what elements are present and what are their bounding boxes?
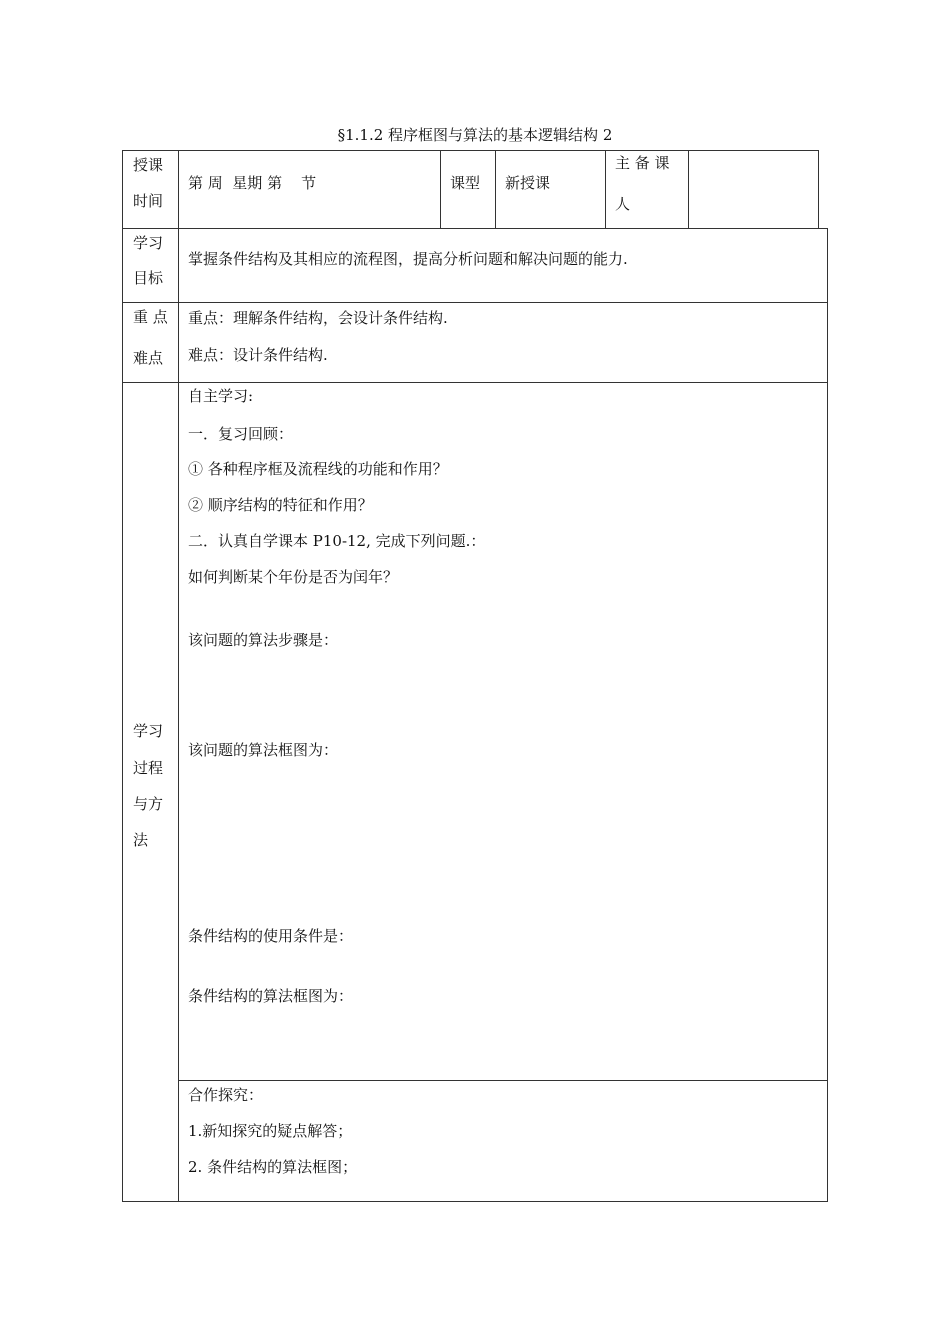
condition-chart-prompt: 条件结构的算法框图为： [188, 987, 354, 1005]
goal-label-line2: 目标 [133, 269, 164, 287]
kexing-value: 新授课 [505, 174, 551, 192]
rule [122, 1201, 828, 1202]
rule [178, 1080, 828, 1081]
rule [122, 302, 828, 303]
process-label-line3: 与方 [133, 795, 164, 813]
rule [122, 150, 819, 151]
review-question-1: ① 各种程序框及流程线的功能和作用？ [188, 460, 448, 478]
goal-text: 掌握条件结构及其相应的流程图，提高分析问题和解决问题的能力. [188, 250, 628, 268]
leap-year-question: 如何判断某个年份是否为闰年？ [188, 568, 399, 586]
flowchart-prompt: 该问题的算法框图为： [188, 741, 339, 759]
rule [827, 228, 828, 1202]
zhubei-label-line1: 主 备 课 [615, 154, 670, 172]
rule [605, 150, 606, 228]
zhubei-label-line2: 人 [615, 195, 631, 213]
rule [818, 150, 819, 228]
self-study-heading: 自主学习: [188, 387, 254, 405]
rule [122, 382, 828, 383]
process-label-line4: 法 [133, 831, 149, 849]
goal-label-line1: 学习 [133, 234, 164, 252]
coop-item-2: 2. 条件结构的算法框图； [188, 1158, 358, 1176]
keypoints-label-line2: 难点 [133, 349, 164, 367]
condition-use-prompt: 条件结构的使用条件是： [188, 927, 354, 945]
algorithm-steps-prompt: 该问题的算法步骤是： [188, 631, 339, 649]
document-title: §1.1.2 程序框图与算法的基本逻辑结构 2 [337, 126, 613, 144]
rule [122, 150, 123, 1202]
kexing-label: 课型 [450, 174, 481, 192]
difficulty-line: 难点：设计条件结构. [188, 346, 328, 364]
rule [688, 150, 689, 228]
time-value: 第 周 星期 第 节 [188, 174, 317, 192]
rule [440, 150, 441, 228]
review-heading: 一．复习回顾： [188, 425, 294, 443]
keypoints-label-line1: 重 点 [133, 308, 168, 326]
process-label-line2: 过程 [133, 759, 164, 777]
shouke-label-line1: 授课 [133, 156, 164, 174]
rule [122, 228, 828, 229]
rule [178, 150, 179, 1202]
shouke-label-line2: 时间 [133, 192, 164, 210]
review-question-2: ② 顺序结构的特征和作用？ [188, 496, 373, 514]
coop-heading: 合作探究： [188, 1086, 264, 1104]
keypoint-line: 重点：理解条件结构，会设计条件结构. [188, 309, 448, 327]
rule [495, 150, 496, 228]
process-label-line1: 学习 [133, 722, 164, 740]
coop-item-1: 1.新知探究的疑点解答； [188, 1122, 353, 1140]
self-study-task: 二．认真自学课本 P10-12, 完成下列问题.： [188, 532, 486, 550]
